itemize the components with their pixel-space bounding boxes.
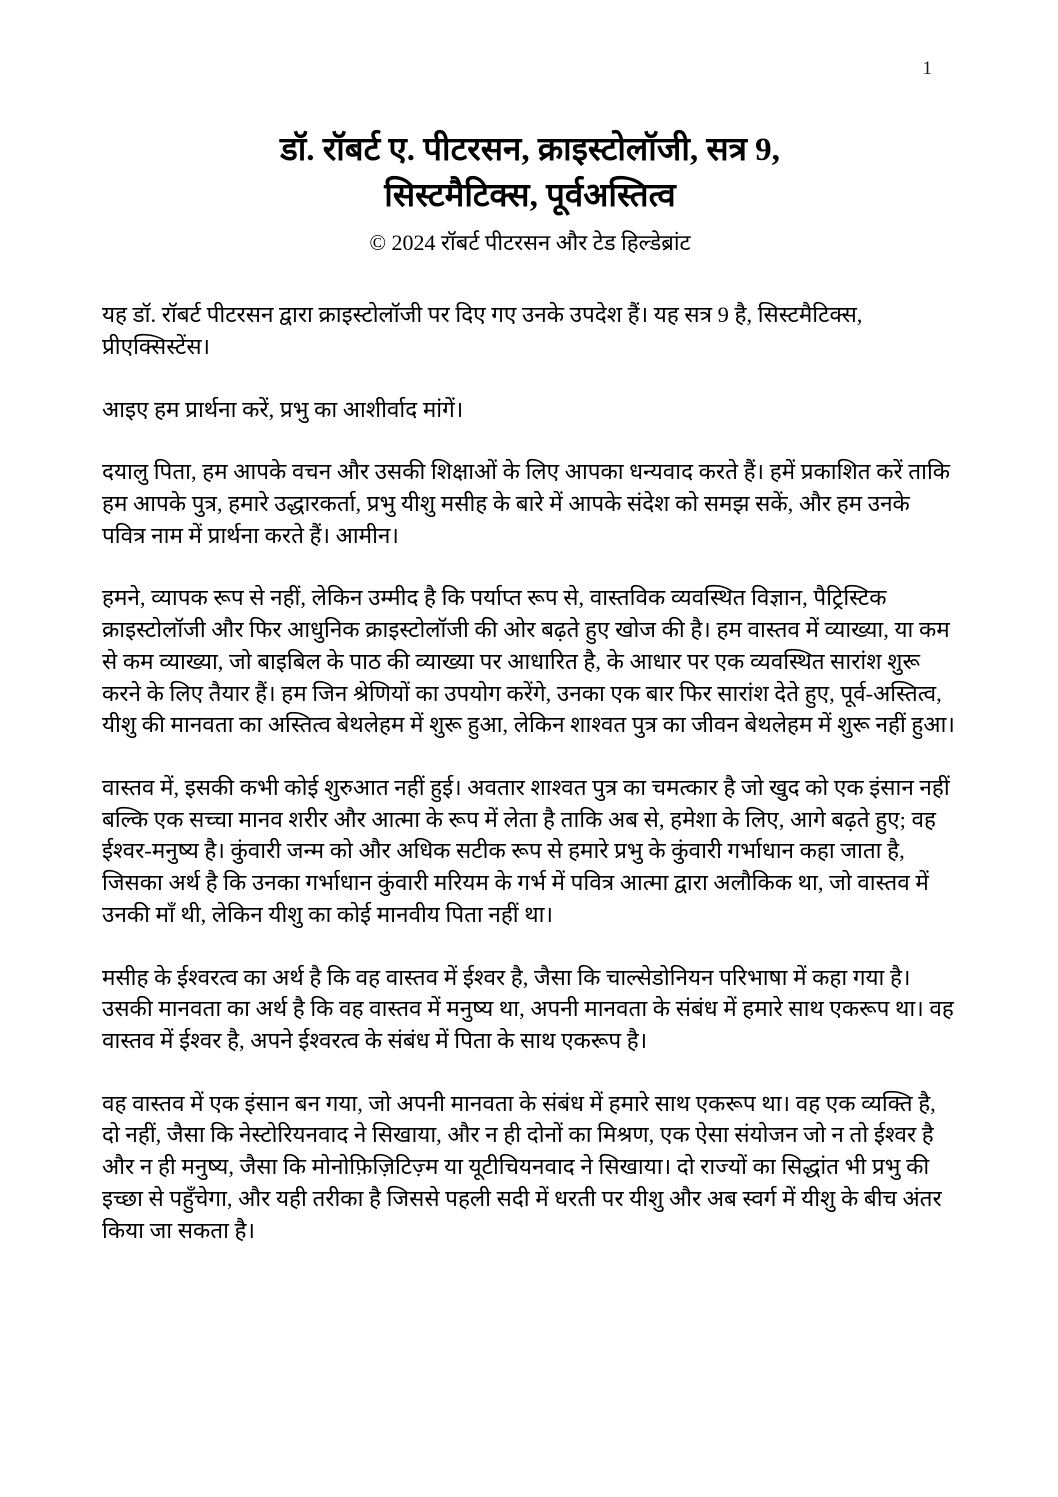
document-title xyxy=(102,128,958,219)
paragraph-deity-humanity: मसीह के ईश्वरत्व का अर्थ है कि वह वास्तव में ईश्वर है, जैसा कि चाल्सेडोनियन परिभाषा में कहा गया है। उसकी मानवता का अर्थ है कि वह वास्तव में मनुष्य था, अपनी मानवता के संबंध में हमारे साथ एकरूप था। वह वास्तव में ईश्वर है, अपने ईश्वरत्व के संबंध में पिता के साथ एकरूप है। xyxy=(102,964,954,1053)
paragraph-incarnation: वास्तव में, इसकी कभी कोई शुरुआत नहीं हुई। अवतार शाश्वत पुत्र का चमत्कार है जो खुद को एक इंसान नहीं बल्कि एक सच्चा मानव शरीर और आत्मा के रूप में लेता है ताकि अब से, हमेशा के लिए, आगे बढ़ते हुए; वह ईश्वर-मनुष्य है। कुंवारी जन्म को और अधिक सटीक रूप से हमारे प्रभु के कुंवारी गर्भाधान कहा जाता है, जिसका अर्थ है कि उनका गर्भाधान कुंवारी मरियम के गर्भ में पवित्र आत्मा द्वारा अलौकिक था, जो वास्तव में उनकी माँ थी, लेकिन यीशु का कोई मानवीय पिता नहीं था। xyxy=(102,774,950,927)
paragraph-intro: यह डॉ. रॉबर्ट पीटरसन द्वारा क्राइस्टोलॉजी पर दिए गए उनके उपदेश हैं। यह सत्र 9 है, सिस्टमैटिक्स, प्रीएक्सिस्टेंस। xyxy=(102,302,863,359)
copyright-line: © 2024 रॉबर्ट पीटरसन और टेड हिल्डेब्रांट xyxy=(369,230,691,256)
title-line-2: सिस्टमैटिक्स, पूर्वअस्तित्व xyxy=(384,177,676,214)
paragraph-prayer: दयालु पिता, हम आपके वचन और उसकी शिक्षाओं के लिए आपका धन्यवाद करते हैं। हमें प्रकाशित करें ताकि हम आपके पुत्र, हमारे उद्धारकर्ता, प्रभु यीशु मसीह के बारे में आपके संदेश को समझ सकें, और हम उनके पवित्र नाम में प्रार्थना करते हैं। आमीन। xyxy=(102,459,951,548)
paragraph-systematic-summary: हमने, व्यापक रूप से नहीं, लेकिन उम्मीद है कि पर्याप्त रूप से, वास्तविक व्यवस्थित विज्ञान, पैट्रिस्टिक क्राइस्टोलॉजी और फिर आधुनिक क्राइस्टोलॉजी की ओर बढ़ते हुए खोज की है। हम वास्तव में व्याख्या, या कम से कम व्याख्या, जो बाइबिल के पाठ की व्याख्या पर आधारित है, के आधार पर एक व्यवस्थित सारांश शुरू करने के लिए तैयार हैं। हम जिन श्रेणियों का उपयोग करेंगे, उनका एक बार फिर सारांश देते हुए, पूर्व-अस्तित्व, यीशु की मानवता का अस्तित्व बेथलेहम में शुरू हुआ, लेकिन शाश्वत पुत्र का जीवन बेथलेहम में शुरू नहीं हुआ। xyxy=(102,585,955,738)
paragraph-prayer-invite: आइए हम प्रार्थना करें, प्रभु का आशीर्वाद मांगें। xyxy=(102,396,464,422)
document-body xyxy=(102,299,958,1246)
page-number: 1 xyxy=(922,58,932,79)
paragraph-one-person: वह वास्तव में एक इंसान बन गया, जो अपनी मानवता के संबंध में हमारे साथ एकरूप था। वह एक व्यक्ति है, दो नहीं, जैसा कि नेस्टोरियनवाद ने सिखाया, और न ही दोनों का मिश्रण, एक ऐसा संयोजन जो न तो ईश्वर है और न ही मनुष्य, जैसा कि मोनोफ़िज़िटिज़्म या यूटीचियनवाद ने सिखाया। दो राज्यों का सिद्धांत भी प्रभु की इच्छा से पहुँचेगा, और यही तरीका है जिससे पहली सदी में धरती पर यीशु और अब स्वर्ग में यीशु के बीच अंतर किया जा सकता है। xyxy=(102,1090,942,1243)
title-line-1: डॉ. रॉबर्ट ए. पीटरसन, क्राइस्टोलॉजी, सत्र 9, xyxy=(280,132,780,168)
